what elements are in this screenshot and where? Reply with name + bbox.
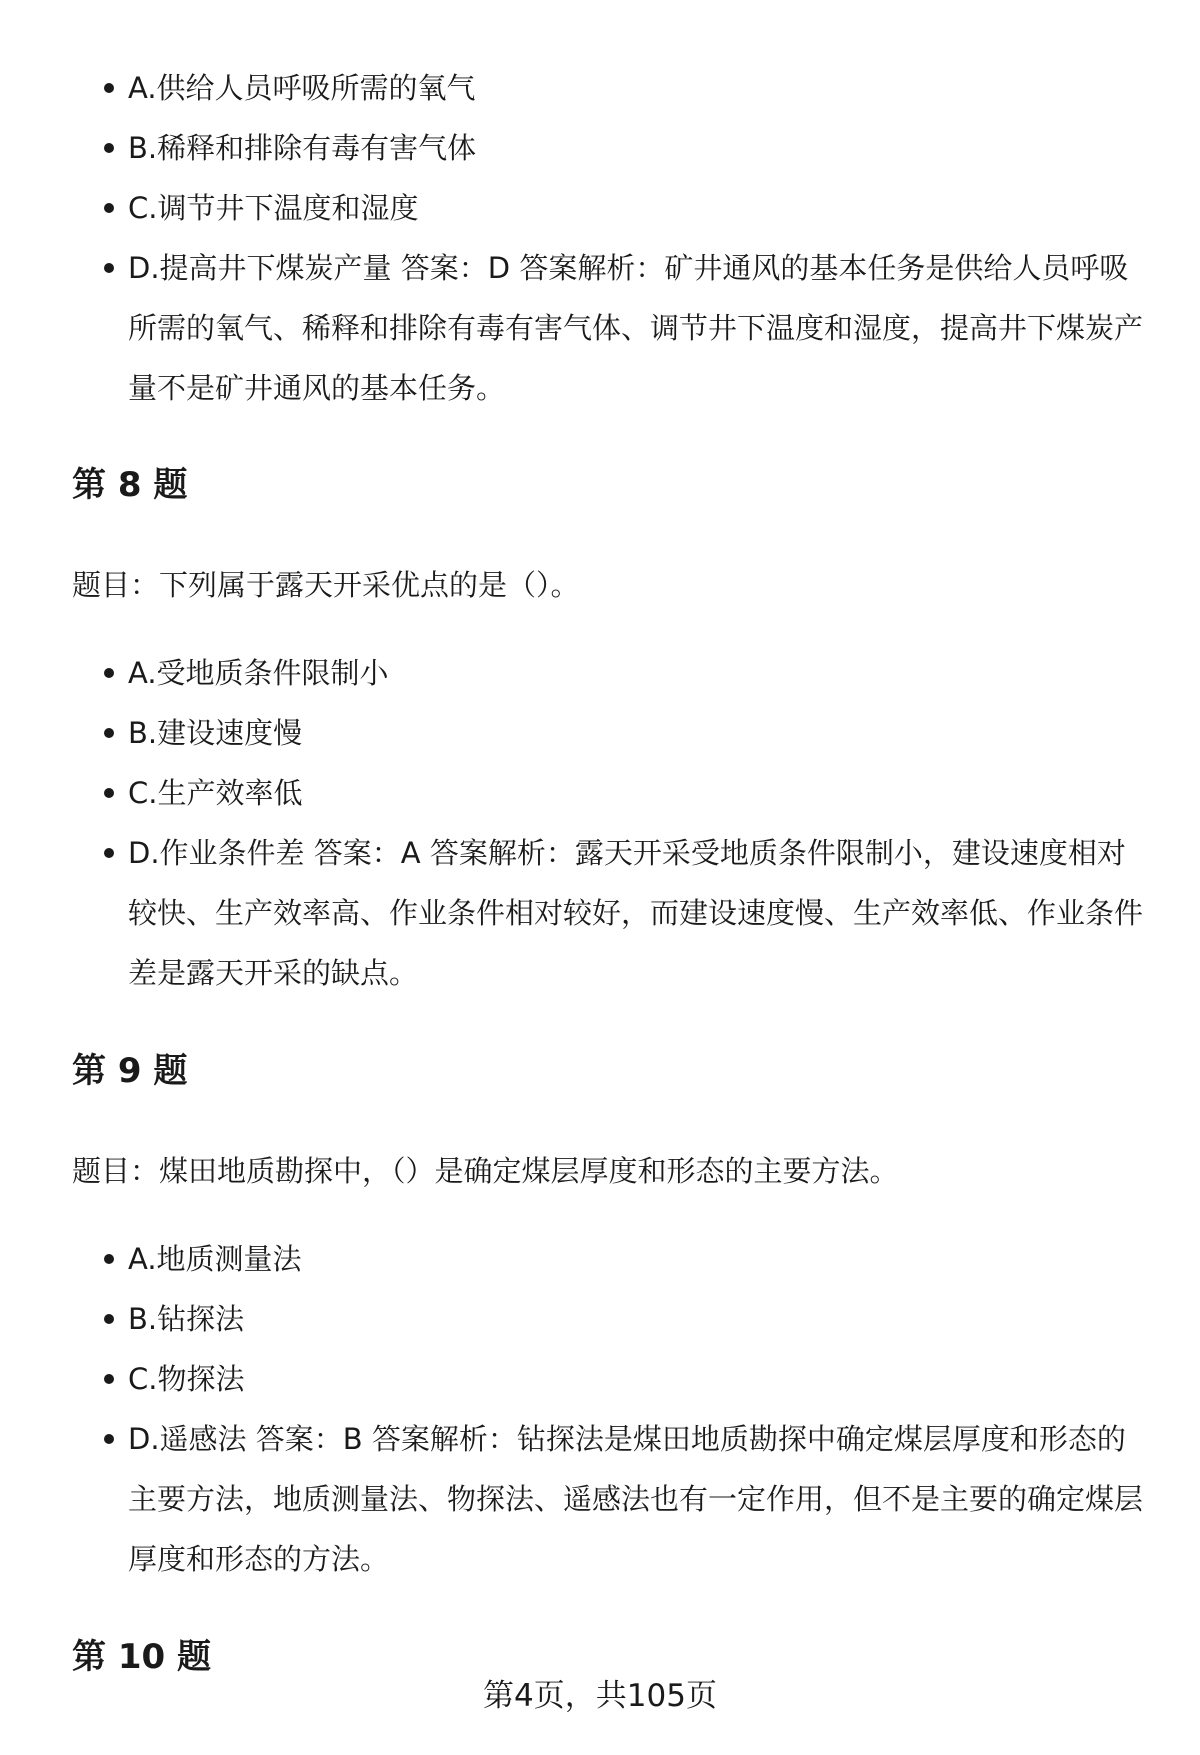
q8-question: 题目：下列属于露天开采优点的是（）。 [72, 568, 580, 602]
option-text: D.提高井下煤炭产量 答案：D 答案解析：矿井通风的基本任务是供给人员呼吸所需的氧气、稀释和排除有毒有害气体、调节井下温度和湿度，提高井下煤炭产量不是矿井通风的基本任务。 [128, 251, 1144, 405]
option-text: C.调节井下温度和湿度 [128, 191, 419, 225]
option-text: C.物探法 [128, 1362, 245, 1396]
q8-heading: 第 8 题 [72, 465, 188, 505]
bullet-icon [104, 728, 114, 738]
option-text: A.地质测量法 [128, 1242, 302, 1276]
bullet-icon [104, 1254, 114, 1264]
q9-heading: 第 9 题 [72, 1051, 188, 1091]
option-c [128, 763, 1148, 823]
option-b [128, 703, 1148, 763]
option-c [128, 178, 1148, 238]
bullet-icon [104, 1434, 114, 1444]
option-d [128, 823, 1148, 1003]
option-text: B.钻探法 [128, 1302, 245, 1336]
option-d [128, 238, 1148, 418]
option-a [128, 1229, 1148, 1289]
option-text: B.建设速度慢 [128, 716, 303, 750]
option-text: D.遥感法 答案：B 答案解析：钻探法是煤田地质勘探中确定煤层厚度和形态的主要方法，地质测量法、物探法、遥感法也有一定作用，但不是主要的确定煤层厚度和形态的方法。 [128, 1422, 1144, 1576]
option-a [128, 58, 1148, 118]
bullet-icon [104, 668, 114, 678]
bullet-icon [104, 83, 114, 93]
option-text: B.稀释和排除有毒有害气体 [128, 131, 477, 165]
option-a [128, 643, 1148, 703]
bullet-icon [104, 1374, 114, 1384]
option-text: A.受地质条件限制小 [128, 656, 389, 690]
option-c [128, 1349, 1148, 1409]
bullet-icon [104, 848, 114, 858]
q10-heading: 第 10 题 [72, 1637, 211, 1677]
page-number: 第4页，共105页 [483, 1678, 717, 1714]
q8-options [128, 643, 1148, 1003]
bullet-icon [104, 1314, 114, 1324]
option-text: C.生产效率低 [128, 776, 303, 810]
option-text: A.供给人员呼吸所需的氧气 [128, 71, 476, 105]
bullet-icon [104, 203, 114, 213]
option-text: D.作业条件差 答案：A 答案解析：露天开采受地质条件限制小，建设速度相对较快、生产效率高、作业条件相对较好，而建设速度慢、生产效率低、作业条件差是露天开采的缺点。 [128, 836, 1144, 990]
option-b [128, 1289, 1148, 1349]
q7-options [128, 58, 1148, 418]
option-d [128, 1409, 1148, 1589]
bullet-icon [104, 143, 114, 153]
q9-options [128, 1229, 1148, 1589]
bullet-icon [104, 788, 114, 798]
q9-question: 题目：煤田地质勘探中，（）是确定煤层厚度和形态的主要方法。 [72, 1154, 899, 1188]
bullet-icon [104, 263, 114, 273]
option-b [128, 118, 1148, 178]
